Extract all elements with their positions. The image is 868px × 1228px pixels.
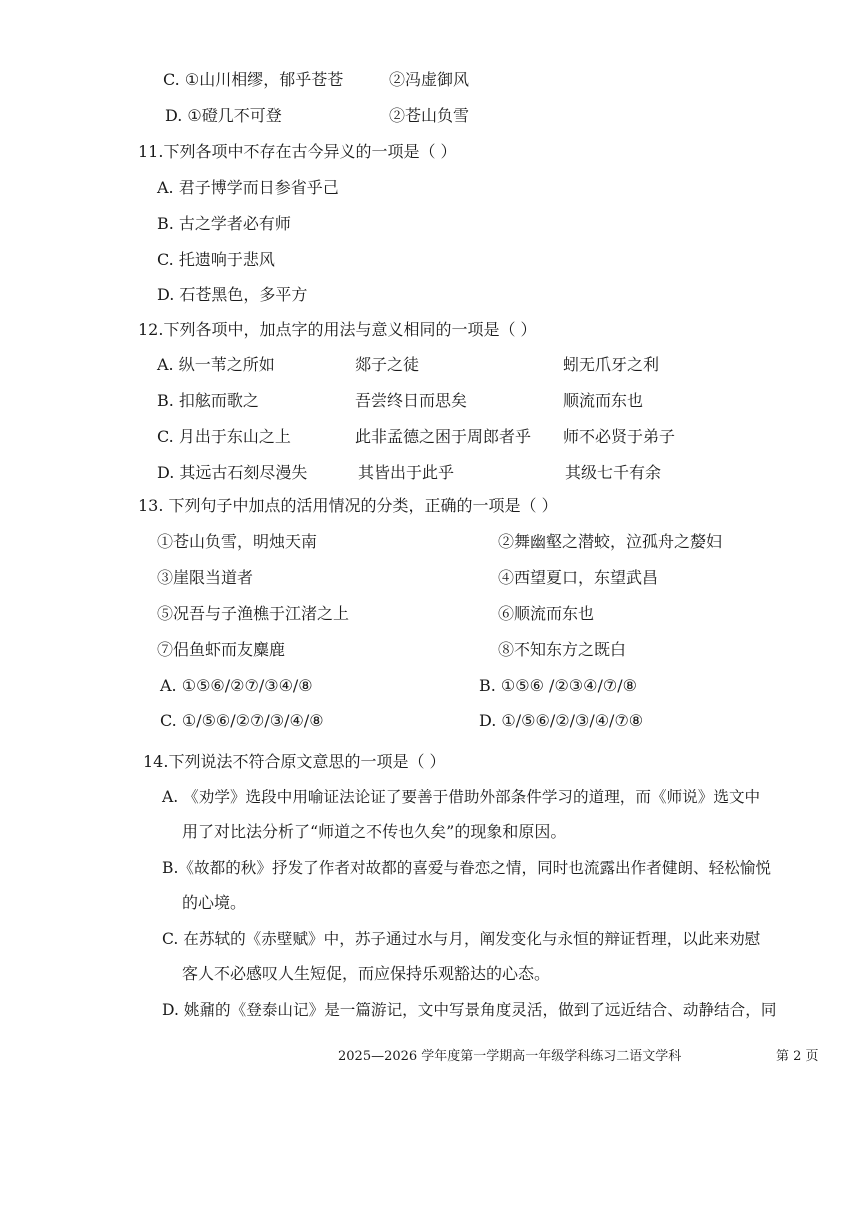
q13-option-d: D. ①/⑤⑥/②/③/④/⑦⑧: [479, 711, 644, 730]
q12-row-c-col1: C. 月出于东山之上: [157, 427, 291, 446]
footer-course: 2025—2026 学年度第一学期高一年级学科练习二语文学科: [338, 1049, 682, 1064]
q14-option-c-line1: C. 在苏轼的《赤壁赋》中，苏子通过水与月，阐发变化与永恒的辩证哲理，以此来劝慰: [162, 930, 761, 948]
q13-item-1: ①苍山负雪，明烛天南: [157, 532, 318, 551]
q10-option-c-2: ②冯虚御风: [389, 70, 470, 89]
q14-stem: 14.下列说法不符合原文意思的一项是（ ）: [143, 752, 446, 771]
q13-item-5: ⑤况吾与子渔樵于江渚之上: [157, 604, 350, 623]
q10-option-d-2: ②苍山负雪: [389, 106, 470, 125]
q12-row-a-col1: A. 纵一苇之所如: [157, 355, 275, 374]
q13-item-3: ③崖限当道者: [157, 568, 254, 587]
q12-row-d-col1: D. 其远古石刻尽漫失: [157, 463, 308, 482]
q12-row-c-col3: 师不必贤于弟子: [563, 427, 676, 446]
q13-stem: 13. 下列句子中加点的活用情况的分类，正确的一项是（ ）: [138, 496, 558, 515]
q13-item-2: ②舞幽壑之潜蛟，泣孤舟之嫠妇: [498, 532, 723, 551]
q14-option-d-line1: D. 姚鼐的《登泰山记》是一篇游记，文中写景角度灵活，做到了远近结合、动静结合，同: [162, 1001, 777, 1019]
q11-option-c: C. 托遗响于悲风: [157, 250, 275, 269]
q11-stem: 11.下列各项中不存在古今异义的一项是（ ）: [138, 142, 457, 161]
q13-item-6: ⑥顺流而东也: [498, 604, 595, 623]
q12-row-a-col2: 郯子之徒: [355, 355, 420, 374]
q14-option-a-line2: 用了对比法分析了“师道之不传也久矣”的现象和原因。: [182, 822, 567, 841]
q10-option-c: C. ①山川相缪，郁乎苍苍: [163, 70, 344, 89]
q12-row-b-col3: 顺流而东也: [563, 391, 644, 410]
q11-option-d: D. 石苍黑色，多平方: [157, 285, 308, 304]
q13-item-7: ⑦侣鱼虾而友麋鹿: [157, 640, 286, 659]
q12-row-b-col1: B. 扣舷而歌之: [157, 391, 259, 410]
q13-item-4: ④西望夏口，东望武昌: [498, 568, 659, 587]
q12-row-d-col3: 其级七千有余: [565, 463, 662, 482]
q14-option-b-line1: B.《故都的秋》抒发了作者对故都的喜爱与眷恋之情，同时也流露出作者健朗、轻松愉悦: [162, 859, 771, 877]
q13-option-a: A. ①⑤⑥/②⑦/③④/⑧: [160, 676, 313, 695]
q13-option-c: C. ①/⑤⑥/②⑦/③/④/⑧: [160, 711, 324, 730]
q12-row-c-col2: 此非孟德之困于周郎者乎: [355, 427, 532, 446]
q11-option-a: A. 君子博学而日参省乎己: [157, 178, 339, 197]
q10-option-d: D. ①磴几不可登: [165, 106, 282, 125]
q12-row-b-col2: 吾尝终日而思矣: [355, 391, 468, 410]
footer-page-number: 第 2 页: [776, 1049, 819, 1064]
q14-option-a-line1: A. 《劝学》选段中用喻证法论证了要善于借助外部条件学习的道理，而《师说》选文中: [162, 788, 761, 806]
q13-option-b: B. ①⑤⑥ /②③④/⑦/⑧: [479, 676, 637, 695]
q13-item-8: ⑧不知东方之既白: [498, 640, 627, 659]
q12-row-a-col3: 蚓无爪牙之利: [563, 355, 660, 374]
q12-row-d-col2: 其皆出于此乎: [358, 463, 455, 482]
q12-stem: 12.下列各项中，加点字的用法与意义相同的一项是（ ）: [138, 320, 537, 339]
q14-option-b-line2: 的心境。: [182, 893, 247, 912]
q14-option-c-line2: 客人不必感叹人生短促，而应保持乐观豁达的心态。: [182, 964, 551, 983]
q11-option-b: B. 古之学者必有师: [157, 214, 291, 233]
